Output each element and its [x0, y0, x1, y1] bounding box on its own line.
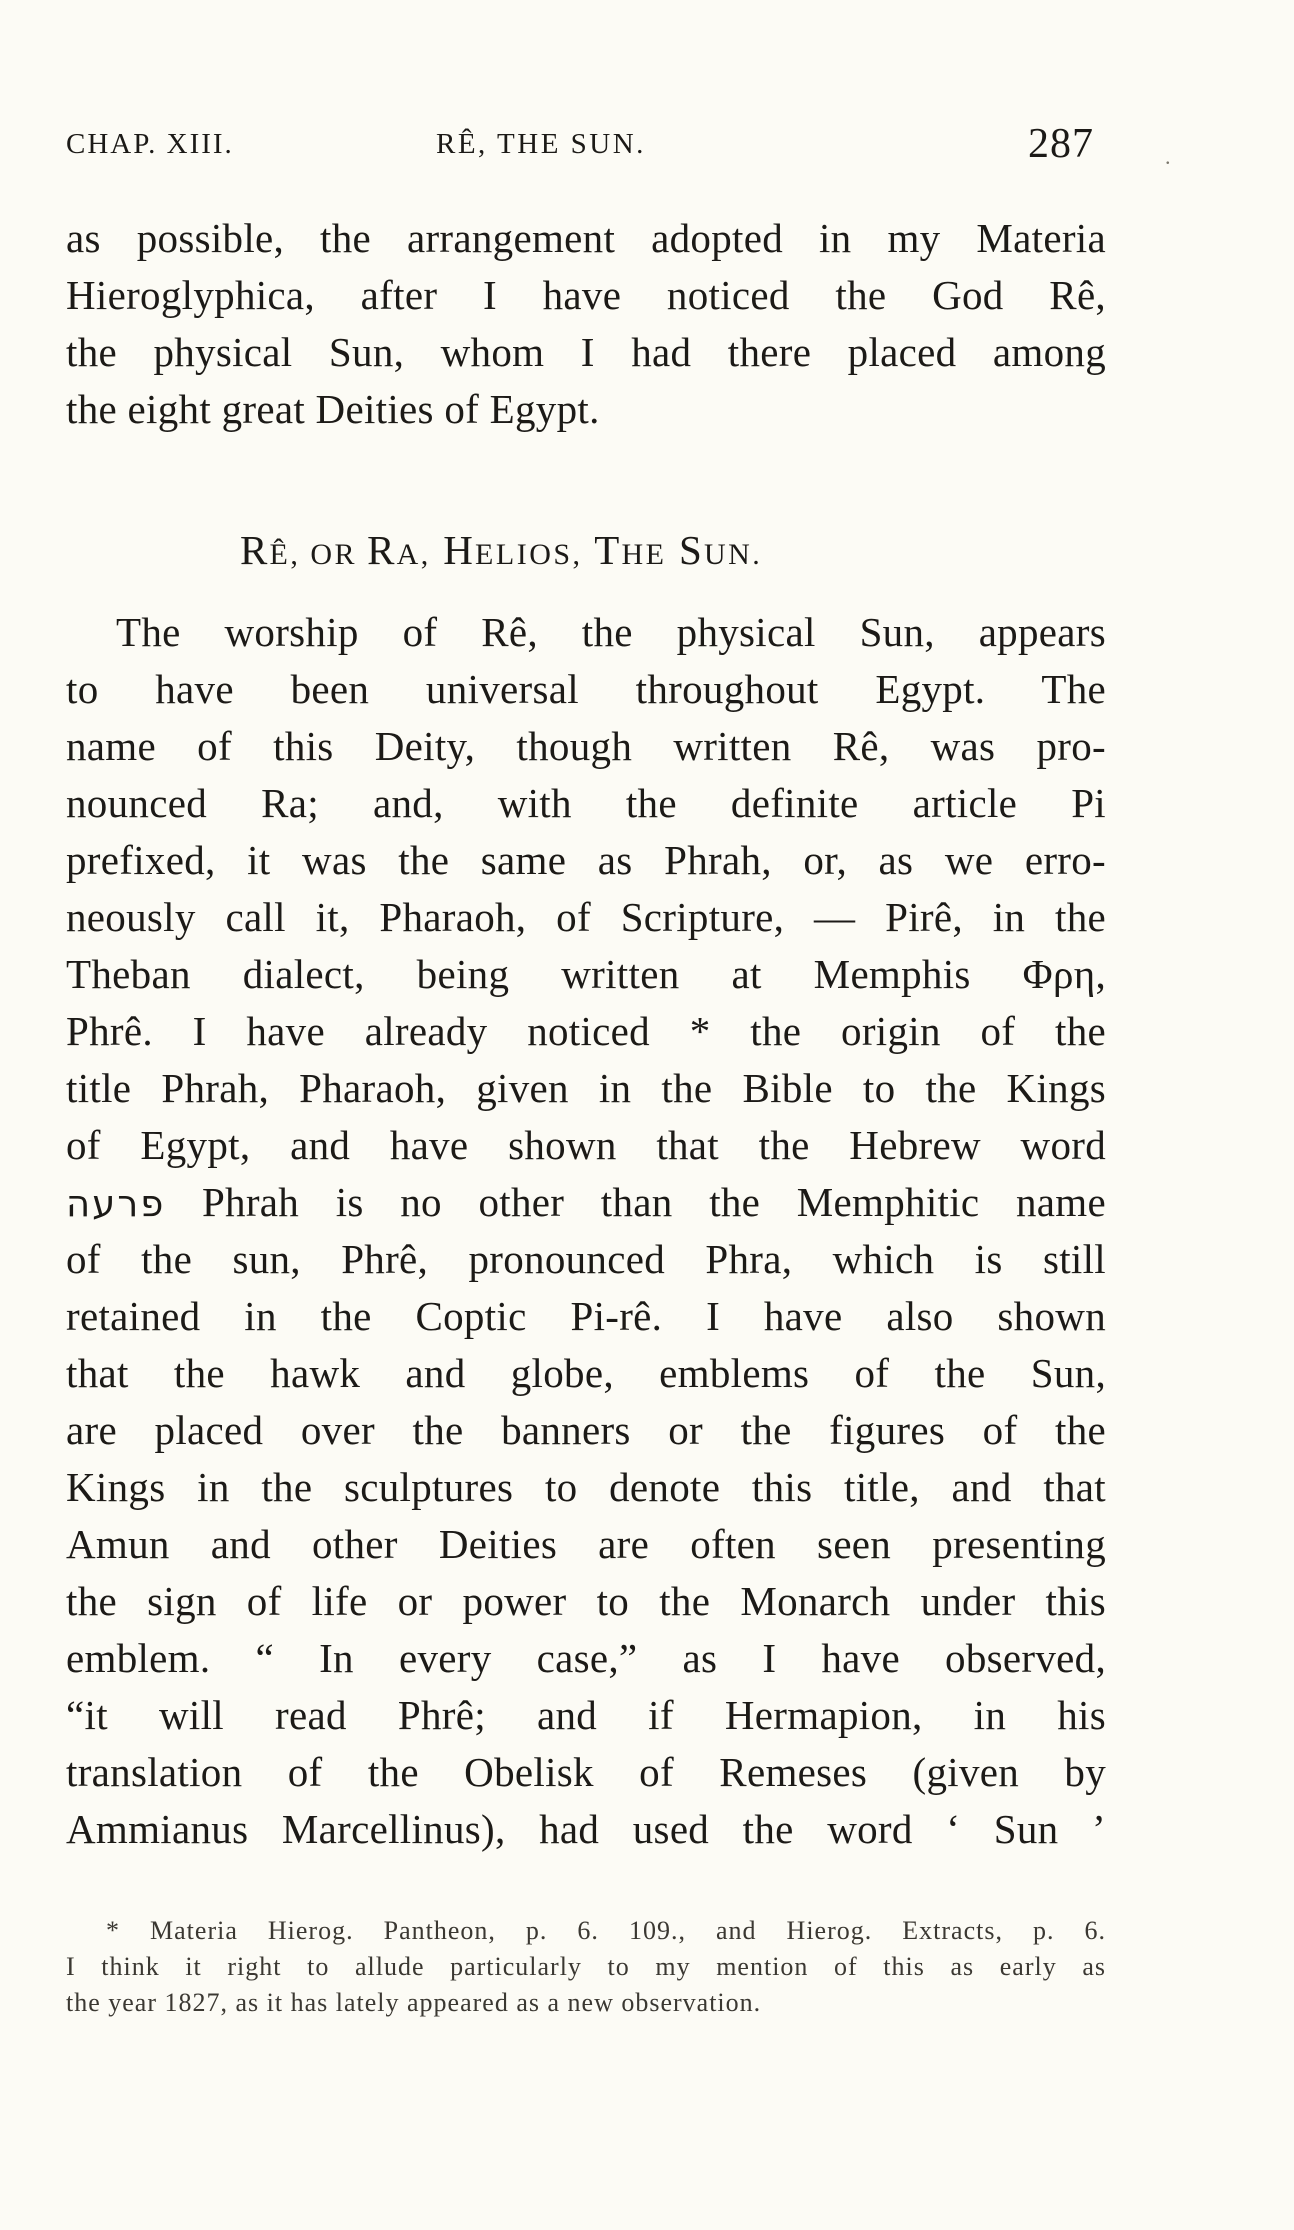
text-line: Phrê. I have already noticed * the origin of the [66, 1008, 1106, 1054]
footnote-line: the year 1827, as it has lately appeared as a new observation. [66, 1988, 762, 2017]
text-line: name of this Deity, though written Rê, was pro- [66, 723, 1106, 769]
text-line: “it will read Phrê; and if Hermapion, in his [66, 1692, 1106, 1738]
text-line: nounced Ra; and, with the definite article Pi [66, 780, 1106, 826]
text-line: the sign of life or power to the Monarch under this [66, 1578, 1106, 1624]
chapter-label: CHAP. XIII. [66, 128, 234, 160]
text-line: as possible, the arrangement adopted in my Materia [66, 215, 1106, 261]
text-line: prefixed, it was the same as Phrah, or, as we erro- [66, 837, 1106, 883]
text-line: emblem. “ In every case,” as I have observed, [66, 1635, 1106, 1681]
text-line: The worship of Rê, the physical Sun, appears [116, 609, 1106, 655]
text-line: neously call it, Pharaoh, of Scripture, — Pirê, in the [66, 894, 1106, 940]
section-heading: RÊ, OR RA, HELIOS, THE SUN. [240, 527, 763, 573]
hebrew-word: פרעה [66, 1182, 166, 1225]
text-line: the eight great Deities of Egypt. [66, 386, 600, 432]
text-line: Hieroglyphica, after I have noticed the God Rê, [66, 272, 1106, 318]
text-line: Theban dialect, being written at Memphis Φρη, [66, 951, 1106, 997]
footnote-line: I think it right to allude particularly to my mention of this as early as [66, 1952, 1106, 1981]
running-header [0, 120, 1294, 170]
page-number: 287 [1028, 121, 1094, 167]
text-line: Ammianus Marcellinus), had used the word ‘ Sun ’ [66, 1806, 1106, 1852]
running-title: RÊ, THE SUN. [436, 128, 646, 160]
text-line: to have been universal throughout Egypt. The [66, 666, 1106, 712]
text-line: retained in the Coptic Pi-rê. I have also shown [66, 1293, 1106, 1339]
text-line: title Phrah, Pharaoh, given in the Bible to the Kings [66, 1065, 1106, 1111]
text-line: of Egypt, and have shown that the Hebrew word [66, 1122, 1106, 1168]
text-line: that the hawk and globe, emblems of the Sun, [66, 1350, 1106, 1396]
text-line: are placed over the banners or the figures of the [66, 1407, 1106, 1453]
footnote-line: * Materia Hierog. Pantheon, p. 6. 109., and Hierog. Extracts, p. 6. [106, 1916, 1106, 1945]
margin-mark: . [1165, 144, 1171, 169]
text-line: translation of the Obelisk of Remeses (given by [66, 1749, 1106, 1795]
text-line: Kings in the sculptures to denote this title, and that [66, 1464, 1106, 1510]
text-line-with-hebrew: פרעה Phrah is no other than the Memphitic name [66, 1179, 1106, 1225]
text-line: the physical Sun, whom I had there placed among [66, 329, 1106, 375]
text-line: of the sun, Phrê, pronounced Phra, which is still [66, 1236, 1106, 1282]
text-line: Amun and other Deities are often seen presenting [66, 1521, 1106, 1567]
